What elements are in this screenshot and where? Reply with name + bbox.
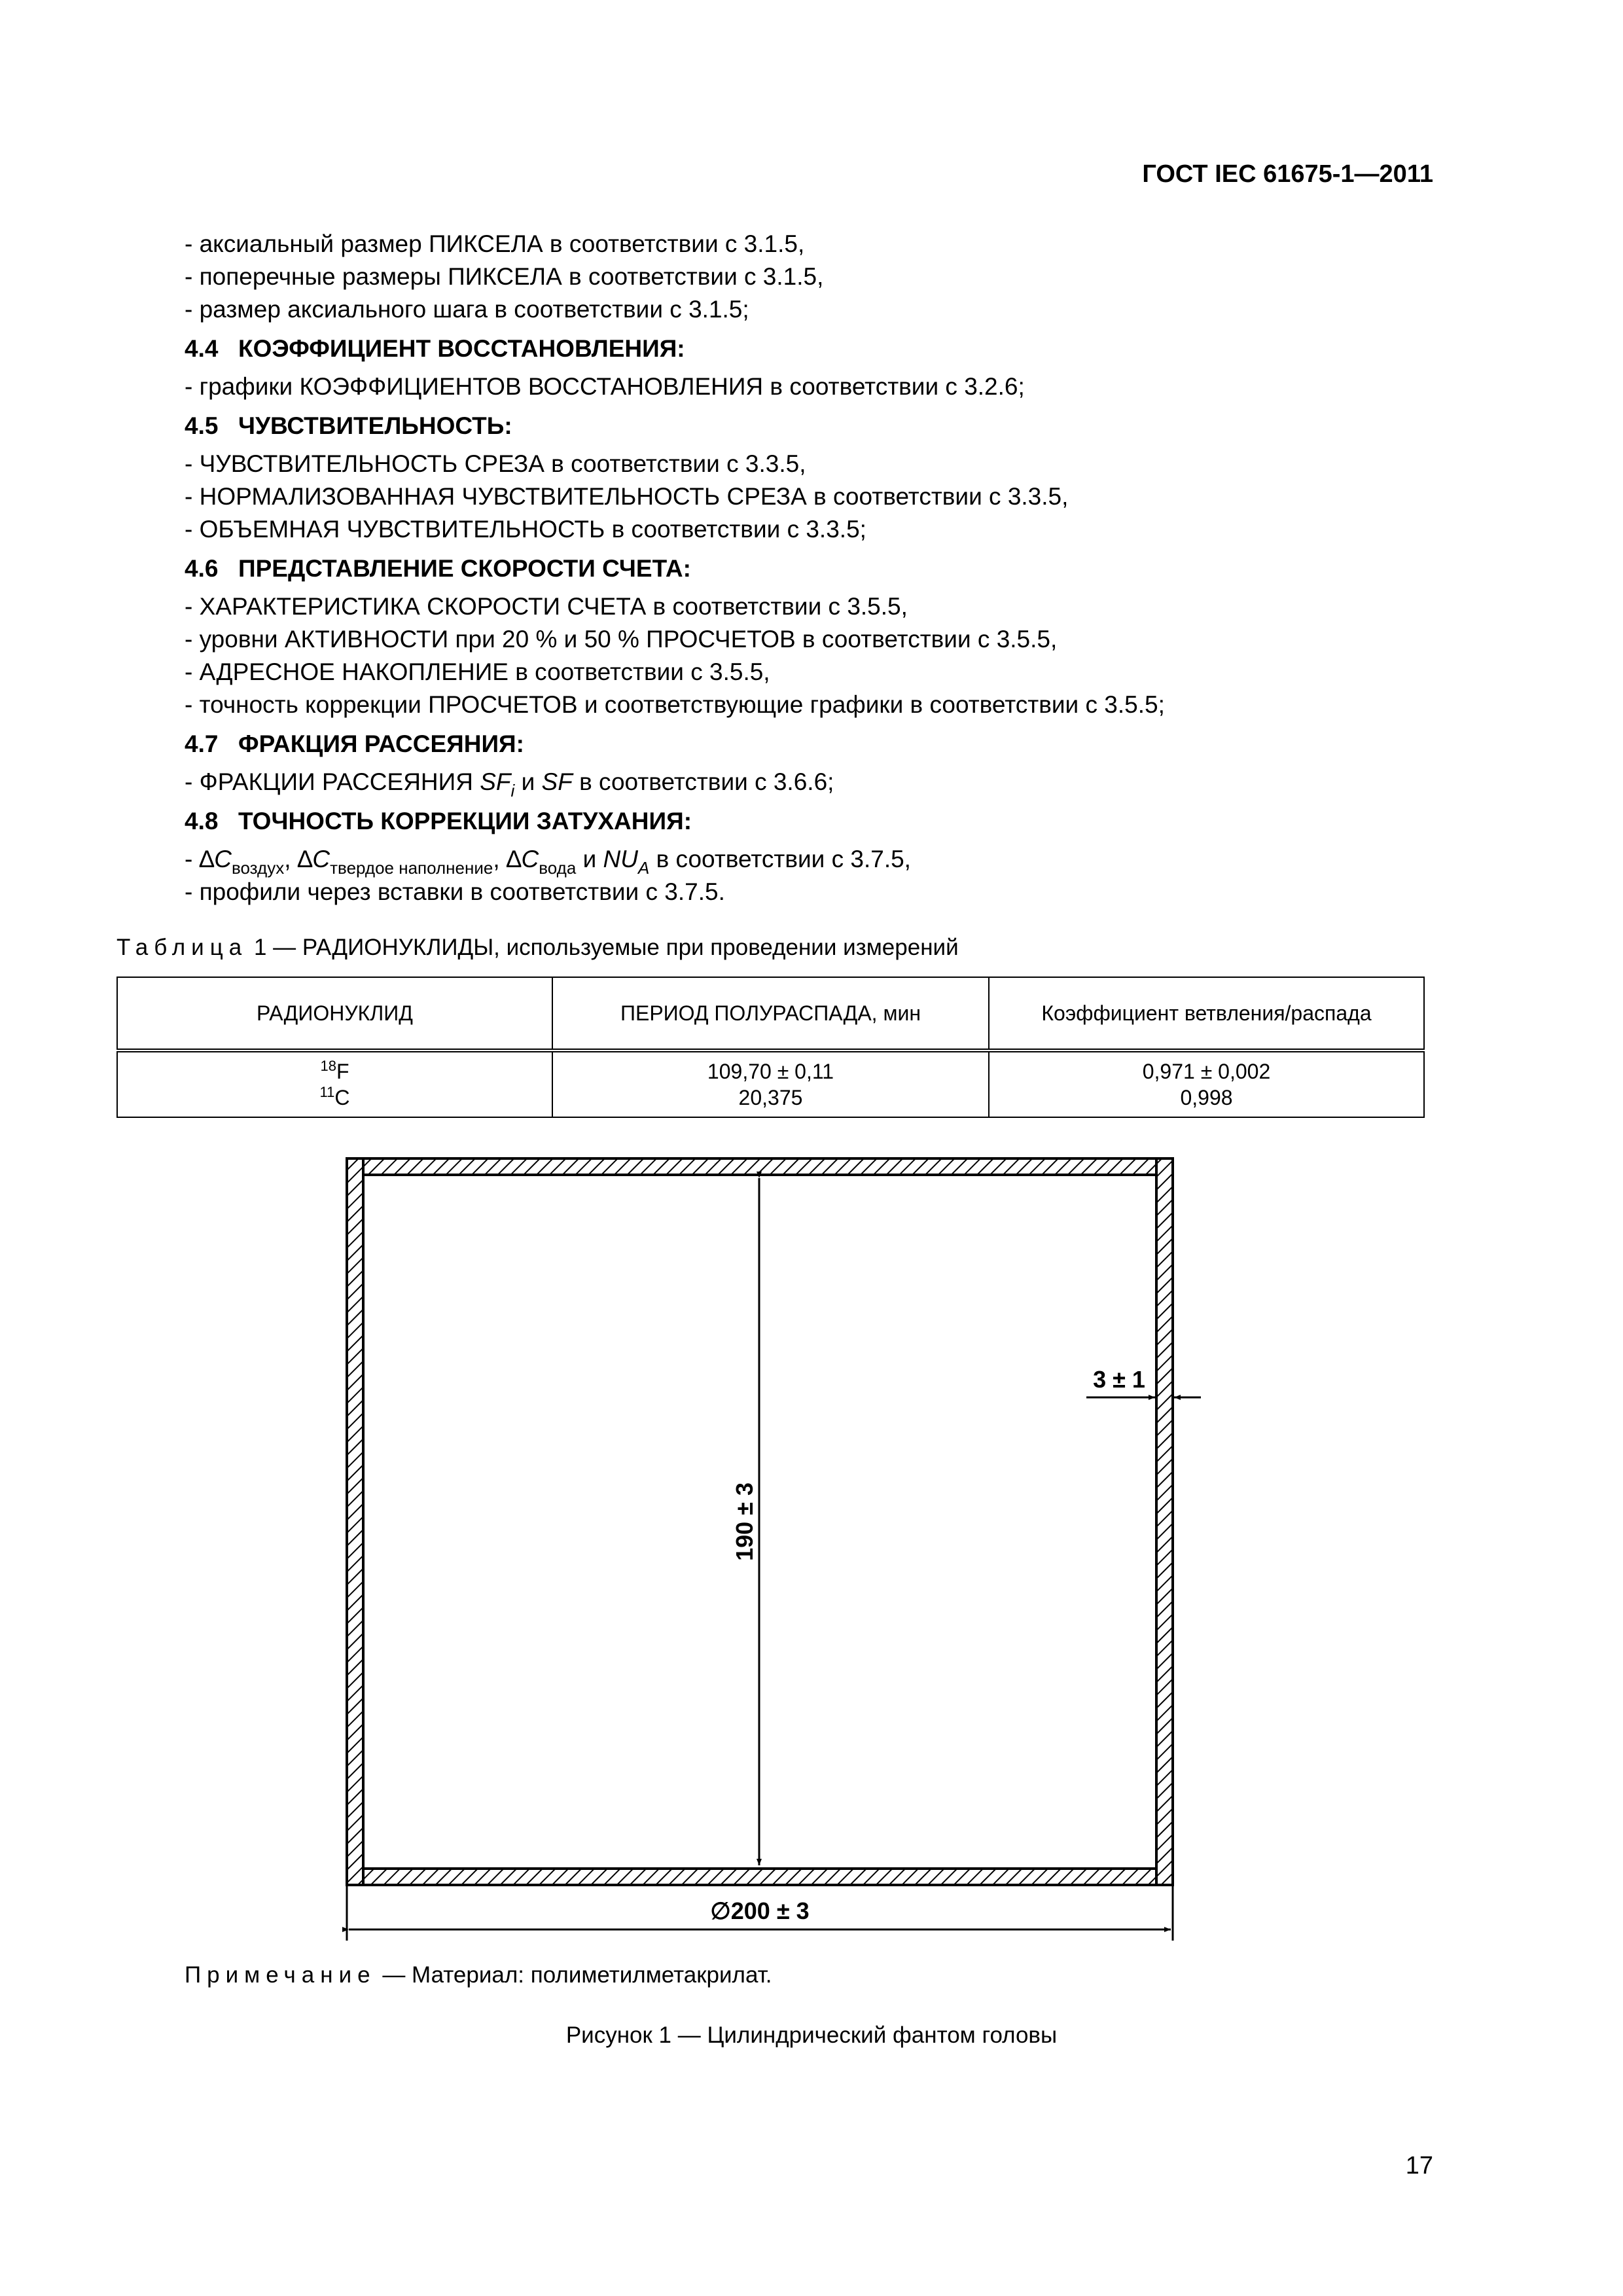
text: , <box>284 846 298 872</box>
s46-line-2: - уровни АКТИВНОСТИ при 20 % и 50 % ПРОСЧЕТОВ в соответствии с 3.5.5, <box>185 626 1058 653</box>
note-text: — Материал: полиметилметакрилат. <box>376 1962 772 1988</box>
s46-line-3: - АДРЕСНОЕ НАКОПЛЕНИЕ в соответствии с 3.5.5, <box>185 658 770 685</box>
half-life-value: 20,375 <box>738 1086 803 1109</box>
text: в соответствии с 3.6.6; <box>572 768 834 795</box>
branching-value: 0,998 <box>1180 1086 1233 1109</box>
delta-symbol: ∆ <box>506 846 522 872</box>
text: - ФРАКЦИИ РАССЕЯНИЯ <box>185 768 480 795</box>
nu-symbol: NU <box>603 846 638 872</box>
subscript: твердое наполнение <box>330 858 493 878</box>
section-number: 4.6 <box>185 555 219 582</box>
note-label: Примечание <box>185 1962 376 1988</box>
s44-line-1: - графики КОЭФФИЦИЕНТОВ ВОССТАНОВЛЕНИЯ в соответствии с 3.2.6; <box>185 373 1025 400</box>
s46-line-4: - точность коррекции ПРОСЧЕТОВ и соответствующие графики в соответствии с 3.5.5; <box>185 691 1165 718</box>
c-symbol: C <box>521 846 539 872</box>
wall-dimension-label: 3 ± 1 <box>1093 1366 1145 1393</box>
document-header: ГОСТ IEC 61675-1—2011 <box>1142 160 1433 188</box>
c-symbol: C <box>312 846 330 872</box>
mass-number: 18 <box>320 1058 336 1074</box>
figure-caption: Рисунок 1 — Цилиндрический фантом головы <box>565 2022 1058 2048</box>
section-title: ФРАКЦИЯ РАССЕЯНИЯ: <box>238 730 524 757</box>
section-number: 4.8 <box>185 808 219 834</box>
column-header: Коэффициент ветвления/распада <box>989 977 1424 1050</box>
section-number: 4.5 <box>185 412 219 439</box>
sf-symbol: SF <box>480 768 511 795</box>
section-title: ПРЕДСТАВЛЕНИЕ СКОРОСТИ СЧЕТА: <box>238 555 691 582</box>
table-caption-text: 1 — РАДИОНУКЛИДЫ, используемые при проведении измерений <box>247 935 959 960</box>
s46-line-1: - ХАРАКТЕРИСТИКА СКОРОСТИ СЧЕТА в соответствии с 3.5.5, <box>185 593 908 620</box>
text: - <box>185 846 200 872</box>
subscript: воздух <box>231 858 285 878</box>
figure-note <box>185 1962 772 1988</box>
subscript: A <box>638 858 650 878</box>
section-number: 4.7 <box>185 730 219 757</box>
sf-subscript: i <box>510 781 515 800</box>
element-symbol: F <box>336 1060 349 1083</box>
delta-symbol: ∆ <box>297 846 313 872</box>
table-caption-label: Таблица <box>116 935 248 960</box>
c-symbol: C <box>214 846 232 872</box>
delta-symbol: ∆ <box>199 846 215 872</box>
sf-symbol: SF <box>541 768 573 795</box>
section-number: 4.4 <box>185 335 219 362</box>
diameter-dimension-label: ∅200 ± 3 <box>710 1897 810 1924</box>
intro-line-1: - аксиальный размер ПИКСЕЛА в соответствии с 3.1.5, <box>185 230 805 257</box>
s45-line-2: - НОРМАЛИЗОВАННАЯ ЧУВСТВИТЕЛЬНОСТЬ СРЕЗА в соответствии с 3.3.5, <box>185 483 1069 510</box>
column-header: РАДИОНУКЛИД <box>117 977 552 1050</box>
subscript: вода <box>539 858 577 878</box>
height-dimension-label: 190 ± 3 <box>731 1482 758 1561</box>
section-title: ТОЧНОСТЬ КОРРЕКЦИИ ЗАТУХАНИЯ: <box>238 808 692 834</box>
column-header: ПЕРИОД ПОЛУРАСПАДА, мин <box>552 977 989 1050</box>
half-life-value: 109,70 ± 0,11 <box>707 1060 834 1083</box>
s45-line-3: - ОБЪЕМНАЯ ЧУВСТВИТЕЛЬНОСТЬ в соответствии с 3.3.5; <box>185 516 866 543</box>
section-title: КОЭФФИЦИЕНТ ВОССТАНОВЛЕНИЯ: <box>238 335 685 362</box>
s45-line-1: - ЧУВСТВИТЕЛЬНОСТЬ СРЕЗА в соответствии с 3.3.5, <box>185 450 806 477</box>
section-title: ЧУВСТВИТЕЛЬНОСТЬ: <box>238 412 512 439</box>
text: , <box>493 846 507 872</box>
mass-number: 11 <box>319 1084 335 1100</box>
page-number: 17 <box>1405 2152 1433 2179</box>
text: и <box>514 768 542 795</box>
text: в соответствии с 3.7.5, <box>649 846 911 872</box>
branching-value: 0,971 ± 0,002 <box>1142 1060 1271 1083</box>
intro-line-3: - размер аксиального шага в соответствии с 3.1.5; <box>185 296 749 323</box>
s48-line-2: - профили через вставки в соответствии с 3.7.5. <box>185 878 725 905</box>
text: и <box>576 846 603 872</box>
intro-line-2: - поперечные размеры ПИКСЕЛА в соответствии с 3.1.5, <box>185 263 824 290</box>
element-symbol: C <box>334 1086 350 1109</box>
